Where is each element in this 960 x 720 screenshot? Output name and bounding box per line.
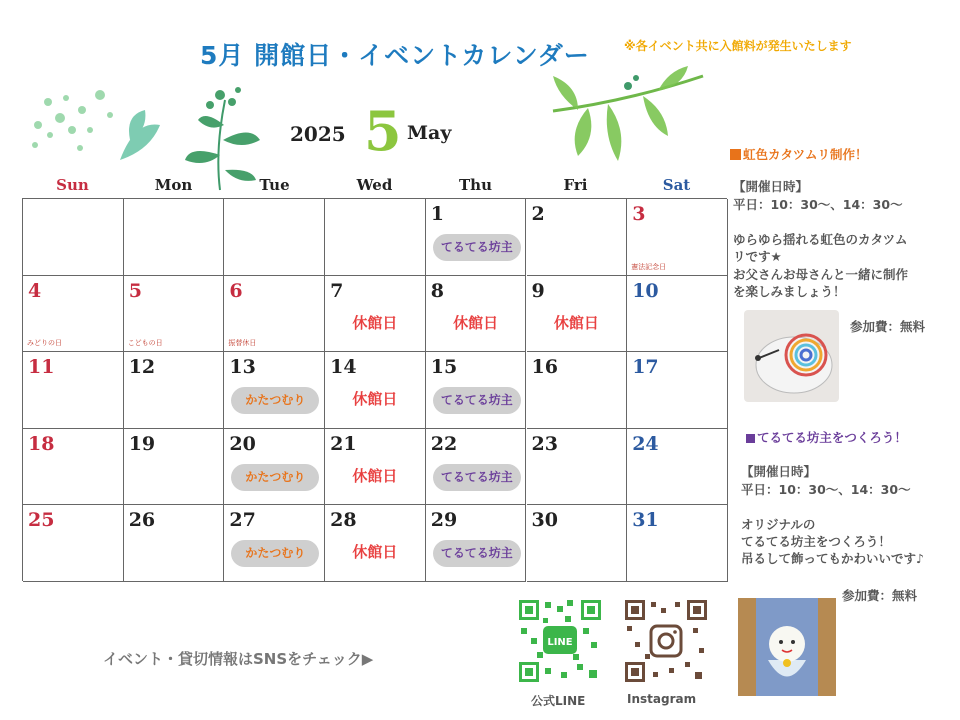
day-number: 31 [632, 509, 659, 531]
day-cell [224, 429, 325, 506]
day-number: 6 [229, 279, 243, 302]
event2-schedule: 平日：10：30～、14：30～ [741, 482, 911, 497]
day-number: 28 [330, 509, 357, 531]
day-number: 12 [128, 356, 156, 378]
teruteru-event-badge: てるてる坊主 [433, 387, 521, 414]
line-label: 公式LINE [531, 694, 586, 708]
day-number: 15 [430, 356, 458, 378]
day-cell [23, 276, 124, 353]
closed-day-label: 休館日 [553, 313, 599, 332]
day-cell [224, 505, 325, 582]
day-number: 5 [128, 279, 142, 302]
year-label: 2025 [290, 122, 346, 146]
day-cell [224, 276, 325, 353]
closed-day-label: 休館日 [352, 313, 398, 332]
event2-fee: 参加費：無料 [842, 588, 918, 603]
event1-desc-line4: を楽しみましょう！ [733, 284, 846, 299]
event1-desc-line3: お父さんお母さんと一緒に制作 [733, 267, 909, 282]
day-cell [527, 505, 628, 582]
day-cell [325, 276, 426, 353]
line-logo-text: LINE [547, 637, 573, 648]
day-number: 7 [330, 279, 344, 302]
month-name: May [407, 122, 452, 144]
teruteru-photo [738, 598, 836, 696]
admission-notice: ※各イベント共に入館料が発生いたします [624, 39, 852, 53]
day-number: 4 [28, 279, 42, 302]
weekday-wed: Wed [356, 176, 393, 194]
day-cell [426, 276, 527, 353]
day-cell [224, 352, 325, 429]
calendar-grid [22, 198, 727, 581]
day-cell [124, 199, 225, 276]
weekday-thu: Thu [459, 176, 492, 194]
day-cell [426, 429, 527, 506]
event2-desc-line1: オリジナルの [741, 517, 816, 532]
day-cell [23, 199, 124, 276]
event2-title-text: てるてる坊主をつくろう！ [757, 430, 907, 445]
day-cell [527, 276, 628, 353]
day-number: 26 [128, 509, 156, 531]
day-cell [627, 352, 728, 429]
event1-schedule: 平日：10：30～、14：30～ [733, 197, 903, 212]
event1-title [730, 146, 868, 163]
day-cell [325, 199, 426, 276]
event2-schedule-heading: 【開催日時】 [741, 464, 817, 479]
katatsumuri-event-badge: かたつむり [231, 540, 319, 567]
weekday-fri: Fri [563, 176, 588, 194]
day-number: 23 [531, 432, 558, 455]
holiday-label: 振替休日 [228, 339, 257, 347]
day-cell [23, 429, 124, 506]
holiday-label: こどもの日 [127, 339, 163, 347]
day-cell [124, 276, 225, 353]
day-number: 8 [430, 279, 445, 302]
event1-schedule-heading: 【開催日時】 [733, 179, 809, 194]
day-cell [23, 352, 124, 429]
leaf-decoration-right [548, 66, 708, 171]
day-cell [426, 199, 527, 276]
event2-desc-line2: てるてる坊主をつくろう！ [741, 534, 891, 549]
teruteru-event-badge: てるてる坊主 [433, 540, 521, 567]
weekday-sat: Sat [662, 176, 691, 194]
closed-day-label: 休館日 [453, 313, 499, 332]
instagram-qr-code[interactable] [623, 598, 709, 684]
event2-desc-line3: 吊るして飾ってもかわいいです♪ [741, 551, 924, 566]
day-cell [527, 199, 628, 276]
instagram-label: Instagram [627, 692, 697, 706]
day-number: 30 [531, 509, 558, 531]
teruteru-event-badge: てるてる坊主 [433, 234, 521, 261]
line-qr-code[interactable] [517, 598, 603, 684]
month-number: 5 [364, 99, 402, 163]
event1-desc-line2: リです★ [733, 249, 782, 264]
day-number: 2 [531, 203, 545, 225]
day-number: 1 [430, 203, 445, 225]
event2-title [746, 429, 907, 446]
closed-day-label: 休館日 [352, 543, 398, 561]
weekday-mon: Mon [154, 176, 193, 194]
day-number: 16 [531, 356, 558, 378]
day-cell [325, 505, 426, 582]
holiday-label: 憲法記念日 [631, 262, 667, 271]
event1-fee: 参加費：無料 [850, 319, 926, 334]
katatsumuri-event-badge: かたつむり [231, 464, 319, 491]
day-cell [224, 199, 325, 276]
day-cell [426, 505, 527, 582]
weekday-sun: Sun [56, 176, 89, 194]
event1-desc-line1: ゆらゆら揺れる虹色のカタツム [733, 232, 908, 247]
day-number: 11 [28, 356, 55, 378]
day-cell [325, 352, 426, 429]
day-number: 22 [430, 432, 458, 455]
day-number: 18 [28, 432, 55, 455]
day-number: 25 [28, 509, 55, 531]
sns-check-text: イベント・貸切情報はSNSをチェック▶ [103, 650, 374, 668]
day-number: 17 [632, 356, 659, 378]
day-number: 19 [128, 432, 156, 455]
day-number: 29 [430, 509, 458, 531]
day-number: 21 [330, 432, 357, 455]
day-cell [627, 276, 728, 353]
orange-square-icon [730, 149, 741, 160]
day-cell [527, 352, 628, 429]
day-cell [124, 429, 225, 506]
event1-title-text: 虹色カタツムリ制作！ [743, 147, 868, 162]
holiday-label: みどりの日 [27, 339, 62, 347]
day-cell [627, 505, 728, 582]
day-number: 27 [229, 509, 256, 531]
snail-craft-photo [744, 310, 839, 402]
day-cell [124, 352, 225, 429]
weekday-tue: Tue [259, 176, 290, 194]
day-number: 10 [632, 279, 659, 302]
day-number: 20 [229, 432, 256, 455]
day-cell [627, 429, 728, 506]
day-cell [124, 505, 225, 582]
closed-day-label: 休館日 [352, 390, 398, 408]
day-number: 14 [330, 356, 357, 378]
day-number: 13 [229, 356, 256, 378]
day-number: 9 [531, 279, 545, 302]
day-cell [627, 199, 728, 276]
day-number: 3 [632, 203, 646, 225]
katatsumuri-event-badge: かたつむり [231, 387, 319, 414]
day-cell [23, 505, 124, 582]
teruteru-event-badge: てるてる坊主 [433, 464, 521, 491]
day-number: 24 [632, 432, 659, 455]
day-cell [325, 429, 426, 506]
day-cell [426, 352, 527, 429]
day-cell [527, 429, 628, 506]
closed-day-label: 休館日 [352, 466, 398, 485]
page-title: 5月 開館日・イベントカレンダー [200, 41, 590, 70]
purple-square-icon [746, 434, 755, 443]
